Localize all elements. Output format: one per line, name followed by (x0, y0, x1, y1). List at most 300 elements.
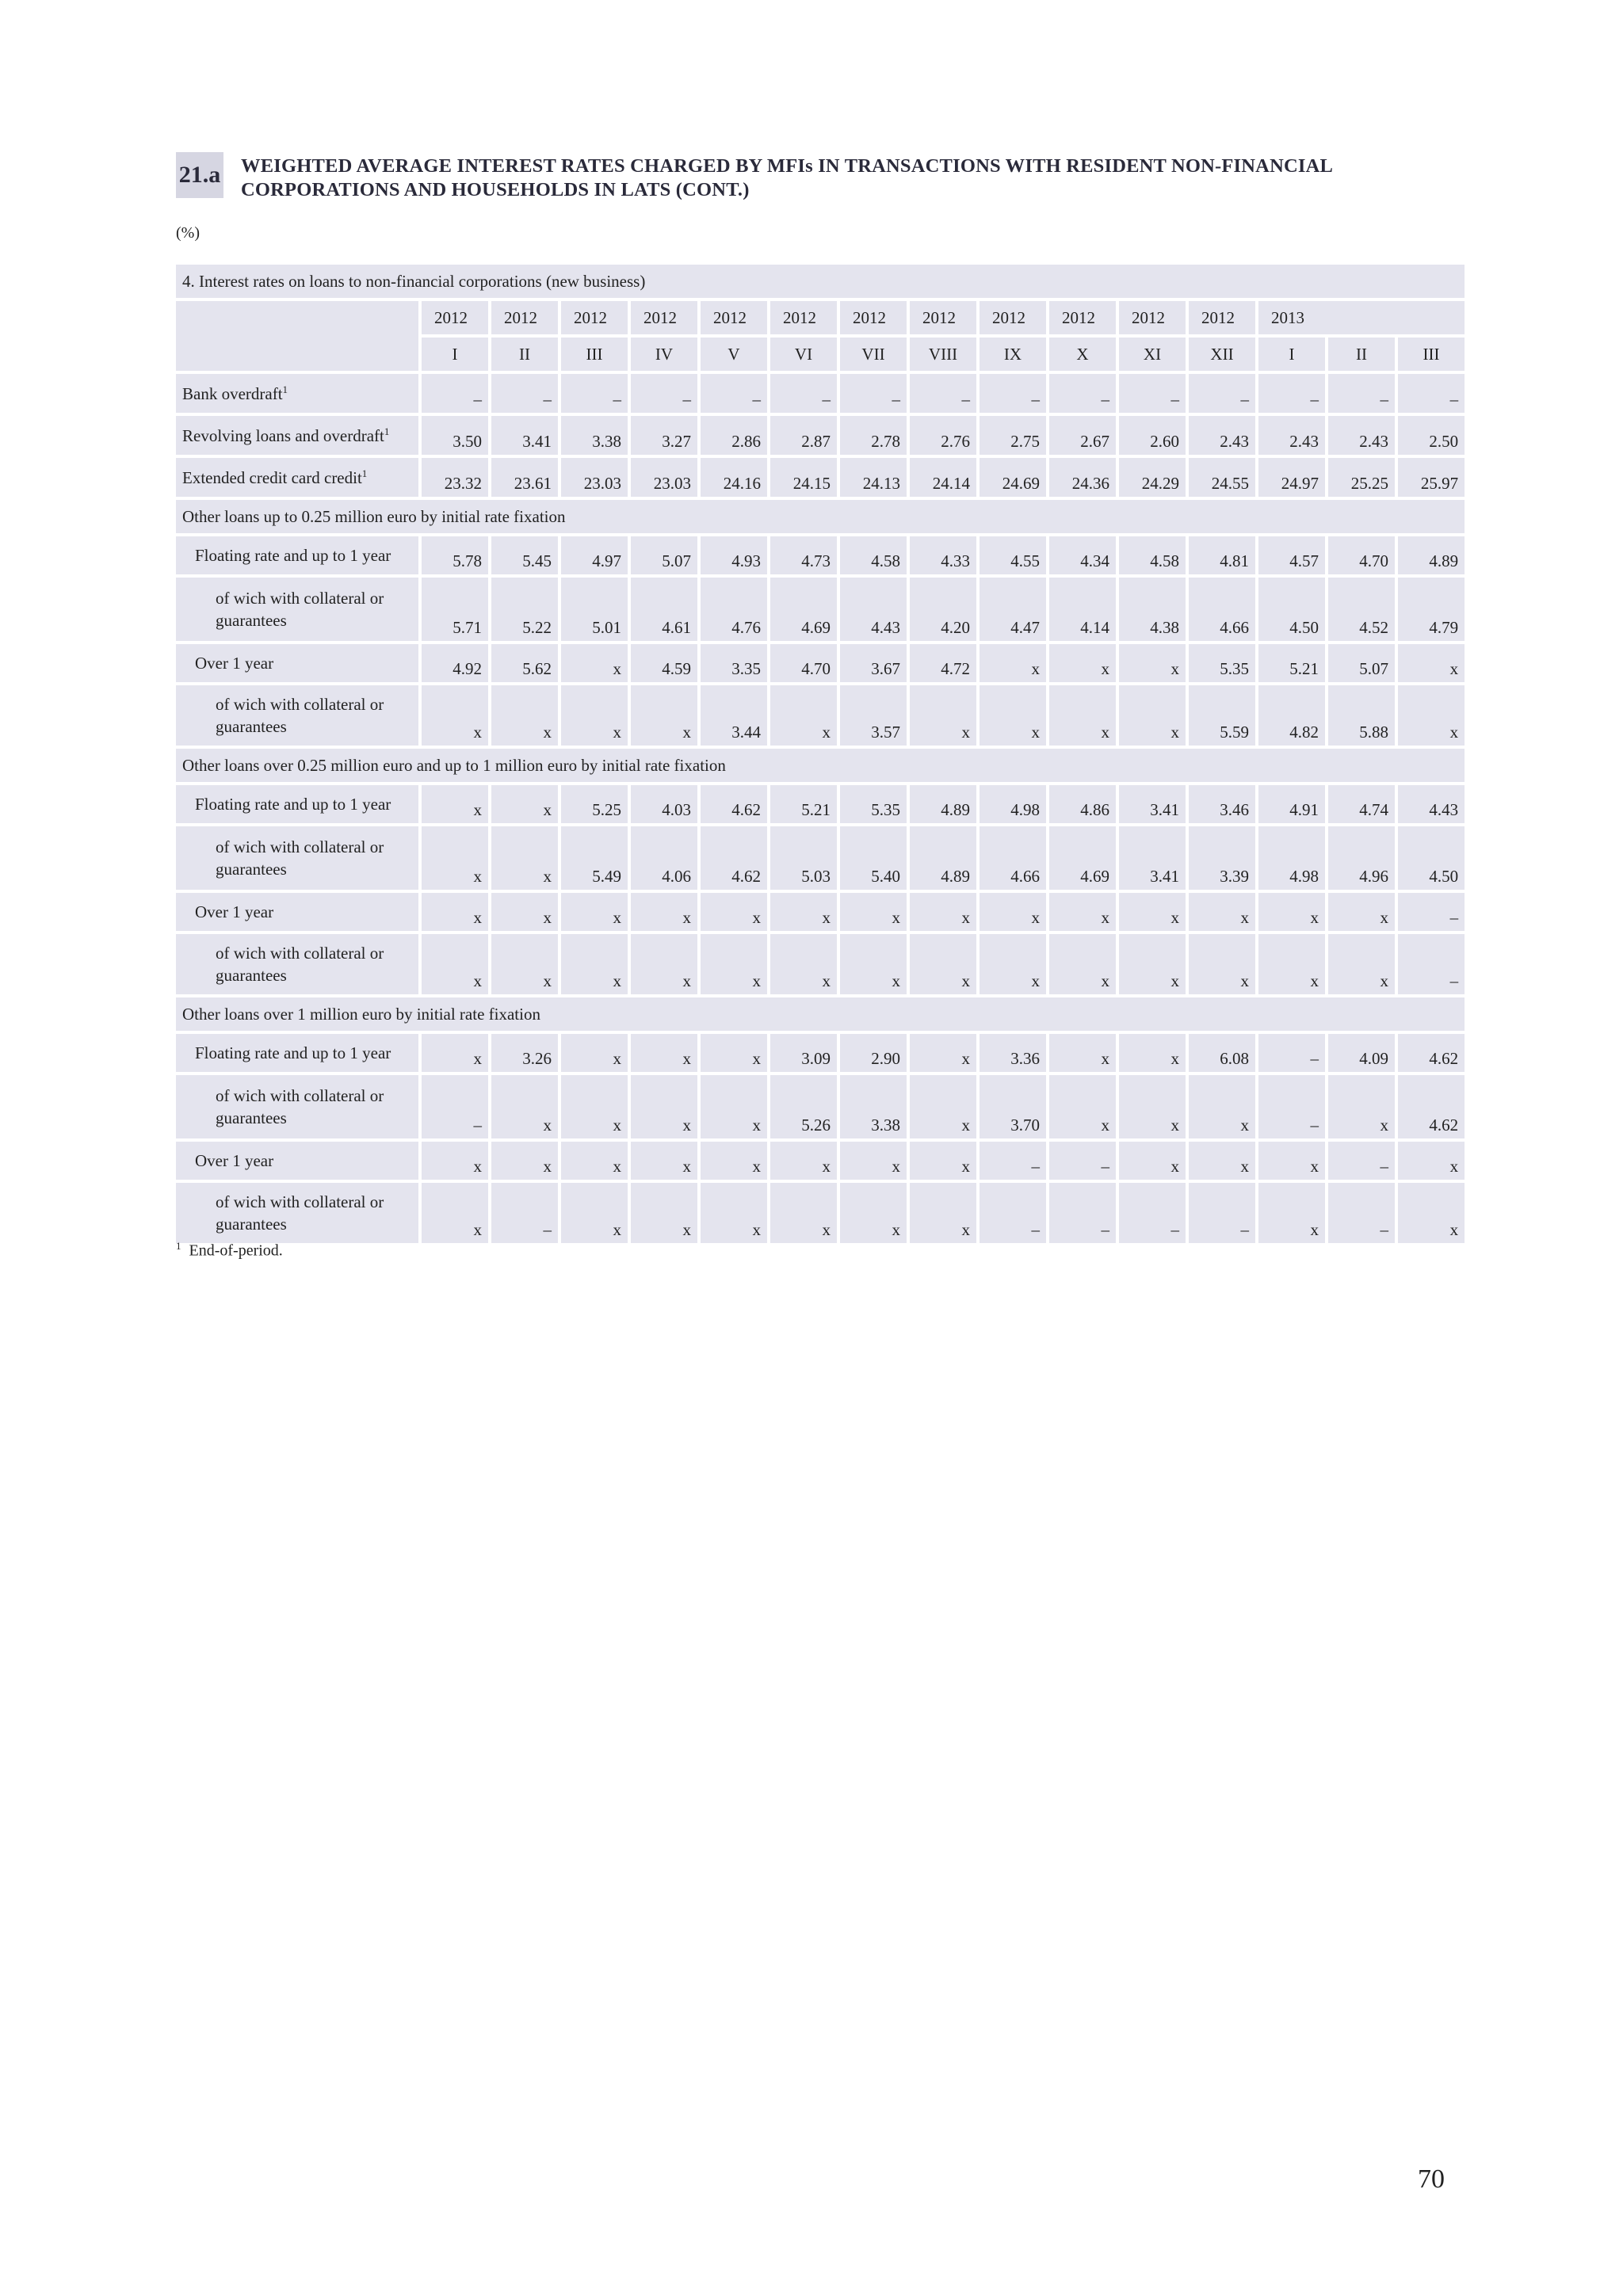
table-row (176, 1142, 1465, 1180)
value-cell: x (561, 934, 628, 994)
value-cell: 24.29 (1119, 458, 1186, 497)
value-cell: x (1258, 893, 1325, 931)
value-cell: 5.01 (561, 578, 628, 641)
row-label-text: Over 1 year (195, 902, 274, 921)
value-cell: x (422, 1142, 488, 1180)
value-cell: x (1189, 893, 1255, 931)
value-cell: 4.33 (910, 536, 976, 574)
value-cell: x (422, 893, 488, 931)
value-cell: – (1258, 1034, 1325, 1072)
month-cell: V (701, 338, 767, 371)
value-cell: 4.43 (840, 578, 907, 641)
value-cell: 4.66 (980, 826, 1046, 890)
value-cell: – (1328, 1183, 1395, 1243)
value-cell: x (1119, 1142, 1186, 1180)
row-label-text: Floating rate and up to 1 year (195, 794, 391, 814)
value-cell: 4.50 (1398, 826, 1465, 890)
table-title-line-1: WEIGHTED AVERAGE INTEREST RATES CHARGED BY MFIs IN TRANSACTIONS WITH RESIDENT NON-FINANCIAL (241, 155, 1334, 177)
row-label-line-2: guarantees (216, 717, 287, 736)
table-row (176, 1075, 1465, 1138)
value-cell: x (770, 934, 837, 994)
month-cell: XI (1119, 338, 1186, 371)
row-label (176, 685, 418, 746)
value-cell: x (1119, 1034, 1186, 1072)
value-cell: x (1258, 1183, 1325, 1243)
value-cell: x (561, 1034, 628, 1072)
value-cell: x (770, 1183, 837, 1243)
value-cell: x (910, 1034, 976, 1072)
value-cell: 4.62 (701, 826, 767, 890)
table-row (176, 934, 1465, 994)
row-label-text: Bank overdraft (182, 383, 283, 403)
value-cell: – (1398, 934, 1465, 994)
value-cell: – (1049, 374, 1116, 413)
value-cell: 3.26 (491, 1034, 558, 1072)
value-cell: x (491, 1075, 558, 1138)
value-cell: x (631, 1075, 697, 1138)
interest-rates-table (173, 261, 1468, 1246)
value-cell: 3.36 (980, 1034, 1046, 1072)
row-label (176, 578, 418, 641)
value-cell: 2.60 (1119, 416, 1186, 455)
value-cell: x (1189, 1142, 1255, 1180)
value-cell: – (840, 374, 907, 413)
value-cell: x (701, 893, 767, 931)
value-cell: – (631, 374, 697, 413)
year-cell: 2012 (561, 301, 628, 334)
row-label (176, 1034, 418, 1072)
section-title: Other loans over 0.25 million euro and up to 1 million euro by initial rate fixation (176, 749, 1465, 782)
value-cell: x (1049, 685, 1116, 746)
month-cell: III (1398, 338, 1465, 371)
value-cell: x (840, 1183, 907, 1243)
table-title (241, 154, 1333, 202)
value-cell: 2.67 (1049, 416, 1116, 455)
value-cell: x (701, 1075, 767, 1138)
value-cell: 4.09 (1328, 1034, 1395, 1072)
table-header (176, 152, 1444, 208)
value-cell: 4.50 (1258, 578, 1325, 641)
value-cell: 4.97 (561, 536, 628, 574)
value-cell: 5.26 (770, 1075, 837, 1138)
value-cell: x (910, 685, 976, 746)
value-cell: x (980, 644, 1046, 682)
value-cell: x (422, 685, 488, 746)
value-cell: 3.41 (1119, 826, 1186, 890)
value-cell: x (491, 893, 558, 931)
value-cell: x (1049, 934, 1116, 994)
value-cell: 5.59 (1189, 685, 1255, 746)
value-cell: 23.03 (561, 458, 628, 497)
value-cell: 3.39 (1189, 826, 1255, 890)
value-cell: x (491, 826, 558, 890)
value-cell: – (980, 374, 1046, 413)
table-row (176, 536, 1465, 574)
value-cell: x (910, 1142, 976, 1180)
value-cell: x (561, 893, 628, 931)
value-cell: – (422, 374, 488, 413)
value-cell: 4.98 (980, 785, 1046, 823)
row-label-text: Extended credit card credit (182, 467, 362, 487)
year-cell: 2013 (1258, 301, 1465, 334)
value-cell: x (1398, 685, 1465, 746)
value-cell: x (701, 1183, 767, 1243)
value-cell: 2.43 (1189, 416, 1255, 455)
value-cell: 5.45 (491, 536, 558, 574)
value-cell: – (491, 1183, 558, 1243)
row-label-text: Floating rate and up to 1 year (195, 545, 391, 565)
value-cell: 3.70 (980, 1075, 1046, 1138)
year-cell: 2012 (840, 301, 907, 334)
table-row (176, 826, 1465, 890)
value-cell: – (1258, 1075, 1325, 1138)
row-label-text: Floating rate and up to 1 year (195, 1043, 391, 1062)
table-row (176, 685, 1465, 746)
value-cell: 4.62 (701, 785, 767, 823)
value-cell: x (910, 893, 976, 931)
row-label (176, 458, 418, 497)
section-title: 4. Interest rates on loans to non-financial corporations (new business) (176, 265, 1465, 298)
value-cell: 24.55 (1189, 458, 1255, 497)
value-cell: x (1119, 644, 1186, 682)
value-cell: 4.86 (1049, 785, 1116, 823)
value-cell: 23.32 (422, 458, 488, 497)
value-cell: x (1049, 1075, 1116, 1138)
value-cell: 4.69 (1049, 826, 1116, 890)
value-cell: 2.87 (770, 416, 837, 455)
value-cell: 4.58 (1119, 536, 1186, 574)
value-cell: – (1398, 374, 1465, 413)
year-cell: 2012 (1189, 301, 1255, 334)
value-cell: x (980, 934, 1046, 994)
month-cell: VIII (910, 338, 976, 371)
row-label-line-1: of wich with collateral or (216, 944, 384, 963)
month-cell: IX (980, 338, 1046, 371)
value-cell: x (840, 934, 907, 994)
value-cell: x (491, 685, 558, 746)
value-cell: 3.57 (840, 685, 907, 746)
month-cell: X (1049, 338, 1116, 371)
value-cell: x (422, 785, 488, 823)
value-cell: – (1328, 1142, 1395, 1180)
footnote-text: End-of-period. (189, 1241, 283, 1260)
row-label-line-2: guarantees (216, 1215, 287, 1234)
value-cell: x (840, 893, 907, 931)
row-label-line-1: of wich with collateral or (216, 1086, 384, 1105)
month-cell: XII (1189, 338, 1255, 371)
value-cell: 5.88 (1328, 685, 1395, 746)
value-cell: 4.61 (631, 578, 697, 641)
value-cell: – (1049, 1142, 1116, 1180)
value-cell: 3.41 (1119, 785, 1186, 823)
footnote (176, 1240, 283, 1261)
value-cell: – (980, 1142, 1046, 1180)
value-cell: 4.62 (1398, 1034, 1465, 1072)
year-cell: 2012 (770, 301, 837, 334)
section-title-row (176, 997, 1465, 1031)
value-cell: 4.55 (980, 536, 1046, 574)
month-cell: VI (770, 338, 837, 371)
value-cell: – (422, 1075, 488, 1138)
value-cell: x (1328, 893, 1395, 931)
value-cell: 4.93 (701, 536, 767, 574)
value-cell: x (980, 893, 1046, 931)
month-cell: III (561, 338, 628, 371)
value-cell: x (491, 785, 558, 823)
section-title: Other loans up to 0.25 million euro by initial rate fixation (176, 500, 1465, 533)
value-cell: 23.03 (631, 458, 697, 497)
value-cell: 2.43 (1328, 416, 1395, 455)
value-cell: x (422, 934, 488, 994)
year-cell: 2012 (980, 301, 1046, 334)
value-cell: x (1328, 1075, 1395, 1138)
table-row (176, 893, 1465, 931)
value-cell: 2.90 (840, 1034, 907, 1072)
value-cell: x (1398, 1142, 1465, 1180)
value-cell: x (631, 1183, 697, 1243)
row-label (176, 374, 418, 413)
value-cell: 4.34 (1049, 536, 1116, 574)
value-cell: x (631, 1034, 697, 1072)
value-cell: 4.79 (1398, 578, 1465, 641)
value-cell: 4.81 (1189, 536, 1255, 574)
value-cell: x (1398, 1183, 1465, 1243)
value-cell: x (631, 1142, 697, 1180)
year-cell: 2012 (491, 301, 558, 334)
row-label (176, 826, 418, 890)
value-cell: 5.78 (422, 536, 488, 574)
value-cell: – (980, 1183, 1046, 1243)
value-cell: x (631, 934, 697, 994)
value-cell: x (422, 1183, 488, 1243)
year-cell: 2012 (1049, 301, 1116, 334)
value-cell: 4.59 (631, 644, 697, 682)
value-cell: – (1049, 1183, 1116, 1243)
value-cell: 5.22 (491, 578, 558, 641)
year-cell: 2012 (631, 301, 697, 334)
row-label-line-2: guarantees (216, 966, 287, 985)
value-cell: 4.66 (1189, 578, 1255, 641)
header-blank-cell (176, 301, 418, 371)
value-cell: 24.14 (910, 458, 976, 497)
value-cell: 24.36 (1049, 458, 1116, 497)
row-label-line-1: of wich with collateral or (216, 837, 384, 856)
value-cell: 3.41 (491, 416, 558, 455)
value-cell: 4.89 (910, 785, 976, 823)
table-row (176, 1183, 1465, 1243)
year-header-row (176, 301, 1465, 334)
footnote-ref: 1 (361, 467, 368, 479)
footnote-mark: 1 (176, 1240, 181, 1252)
value-cell: 5.35 (840, 785, 907, 823)
value-cell: 25.97 (1398, 458, 1465, 497)
value-cell: x (491, 934, 558, 994)
value-cell: 4.74 (1328, 785, 1395, 823)
section-title-row (176, 749, 1465, 782)
section-title: Other loans over 1 million euro by initial rate fixation (176, 997, 1465, 1031)
row-label-line-2: guarantees (216, 860, 287, 879)
value-cell: x (1189, 1075, 1255, 1138)
value-cell: x (980, 685, 1046, 746)
value-cell: 3.67 (840, 644, 907, 682)
row-label-text: Over 1 year (195, 653, 274, 673)
value-cell: 4.89 (1398, 536, 1465, 574)
value-cell: 2.78 (840, 416, 907, 455)
month-cell: II (1328, 338, 1395, 371)
value-cell: x (561, 1183, 628, 1243)
value-cell: – (1398, 893, 1465, 931)
value-cell: x (910, 1183, 976, 1243)
value-cell: x (631, 685, 697, 746)
year-cell: 2012 (422, 301, 488, 334)
value-cell: 4.76 (701, 578, 767, 641)
value-cell: 24.97 (1258, 458, 1325, 497)
value-cell: 2.50 (1398, 416, 1465, 455)
value-cell: 4.58 (840, 536, 907, 574)
value-cell: – (491, 374, 558, 413)
value-cell: – (1189, 374, 1255, 413)
value-cell: 25.25 (1328, 458, 1395, 497)
section-title-row (176, 265, 1465, 298)
value-cell: x (1258, 934, 1325, 994)
value-cell: – (1189, 1183, 1255, 1243)
value-cell: – (1119, 1183, 1186, 1243)
value-cell: 4.57 (1258, 536, 1325, 574)
value-cell: 5.25 (561, 785, 628, 823)
value-cell: 4.69 (770, 578, 837, 641)
value-cell: 3.27 (631, 416, 697, 455)
value-cell: 4.92 (422, 644, 488, 682)
row-label-line-1: of wich with collateral or (216, 695, 384, 714)
value-cell: 5.21 (770, 785, 837, 823)
value-cell: x (631, 893, 697, 931)
value-cell: x (1119, 685, 1186, 746)
value-cell: – (910, 374, 976, 413)
footnote-ref: 1 (282, 383, 288, 395)
value-cell: 4.82 (1258, 685, 1325, 746)
value-cell: x (770, 1142, 837, 1180)
row-label-text: Revolving loans and overdraft (182, 425, 384, 445)
value-cell: x (1049, 893, 1116, 931)
month-cell: VII (840, 338, 907, 371)
value-cell: – (561, 374, 628, 413)
value-cell: 3.09 (770, 1034, 837, 1072)
row-label (176, 1142, 418, 1180)
value-cell: x (491, 1142, 558, 1180)
value-cell: 4.73 (770, 536, 837, 574)
value-cell: x (561, 1142, 628, 1180)
table-row (176, 416, 1465, 455)
value-cell: 5.62 (491, 644, 558, 682)
row-label (176, 934, 418, 994)
year-cell: 2012 (701, 301, 767, 334)
value-cell: 4.98 (1258, 826, 1325, 890)
value-cell: x (770, 685, 837, 746)
month-cell: IV (631, 338, 697, 371)
value-cell: x (1049, 1034, 1116, 1072)
value-cell: 4.96 (1328, 826, 1395, 890)
row-label-line-2: guarantees (216, 611, 287, 630)
value-cell: 4.52 (1328, 578, 1395, 641)
row-label (176, 893, 418, 931)
value-cell: 4.72 (910, 644, 976, 682)
value-cell: x (1328, 934, 1395, 994)
value-cell: 3.38 (840, 1075, 907, 1138)
value-cell: x (1258, 1142, 1325, 1180)
value-cell: 4.89 (910, 826, 976, 890)
value-cell: 4.03 (631, 785, 697, 823)
row-label (176, 644, 418, 682)
value-cell: 23.61 (491, 458, 558, 497)
table-row (176, 644, 1465, 682)
footnote-ref: 1 (384, 425, 390, 437)
row-label-text: Over 1 year (195, 1150, 274, 1170)
value-cell: 5.35 (1189, 644, 1255, 682)
value-cell: 4.38 (1119, 578, 1186, 641)
value-cell: 5.49 (561, 826, 628, 890)
month-cell: II (491, 338, 558, 371)
value-cell: x (701, 1034, 767, 1072)
value-cell: – (770, 374, 837, 413)
value-cell: x (1119, 893, 1186, 931)
value-cell: 4.70 (1328, 536, 1395, 574)
value-cell: 5.71 (422, 578, 488, 641)
row-label-line-1: of wich with collateral or (216, 1192, 384, 1211)
value-cell: 24.15 (770, 458, 837, 497)
value-cell: 3.50 (422, 416, 488, 455)
value-cell: x (701, 934, 767, 994)
value-cell: 4.20 (910, 578, 976, 641)
value-cell: 24.69 (980, 458, 1046, 497)
value-cell: x (1398, 644, 1465, 682)
row-label (176, 1183, 418, 1243)
table-row (176, 578, 1465, 641)
row-label (176, 785, 418, 823)
value-cell: x (910, 1075, 976, 1138)
value-cell: – (1258, 374, 1325, 413)
section-title-row (176, 500, 1465, 533)
year-cell: 2012 (910, 301, 976, 334)
value-cell: 5.40 (840, 826, 907, 890)
row-label (176, 1075, 418, 1138)
value-cell: x (422, 826, 488, 890)
value-cell: 2.43 (1258, 416, 1325, 455)
month-cell: I (1258, 338, 1325, 371)
year-cell: 2012 (1119, 301, 1186, 334)
value-cell: 3.35 (701, 644, 767, 682)
value-cell: x (1119, 1075, 1186, 1138)
table-row (176, 785, 1465, 823)
value-cell: 2.75 (980, 416, 1046, 455)
value-cell: 5.07 (631, 536, 697, 574)
value-cell: 4.06 (631, 826, 697, 890)
value-cell: x (770, 893, 837, 931)
value-cell: 5.03 (770, 826, 837, 890)
value-cell: 3.46 (1189, 785, 1255, 823)
value-cell: 24.13 (840, 458, 907, 497)
value-cell: x (561, 1075, 628, 1138)
value-cell: 3.44 (701, 685, 767, 746)
table-title-line-2: CORPORATIONS AND HOUSEHOLDS IN LATS (CONT.) (241, 179, 750, 200)
value-cell: x (1049, 644, 1116, 682)
row-label (176, 416, 418, 455)
row-label-line-1: of wich with collateral or (216, 589, 384, 608)
value-cell: 4.91 (1258, 785, 1325, 823)
value-cell: – (1328, 374, 1395, 413)
value-cell: 2.76 (910, 416, 976, 455)
value-cell: x (701, 1142, 767, 1180)
page-number: 70 (1418, 2164, 1445, 2194)
